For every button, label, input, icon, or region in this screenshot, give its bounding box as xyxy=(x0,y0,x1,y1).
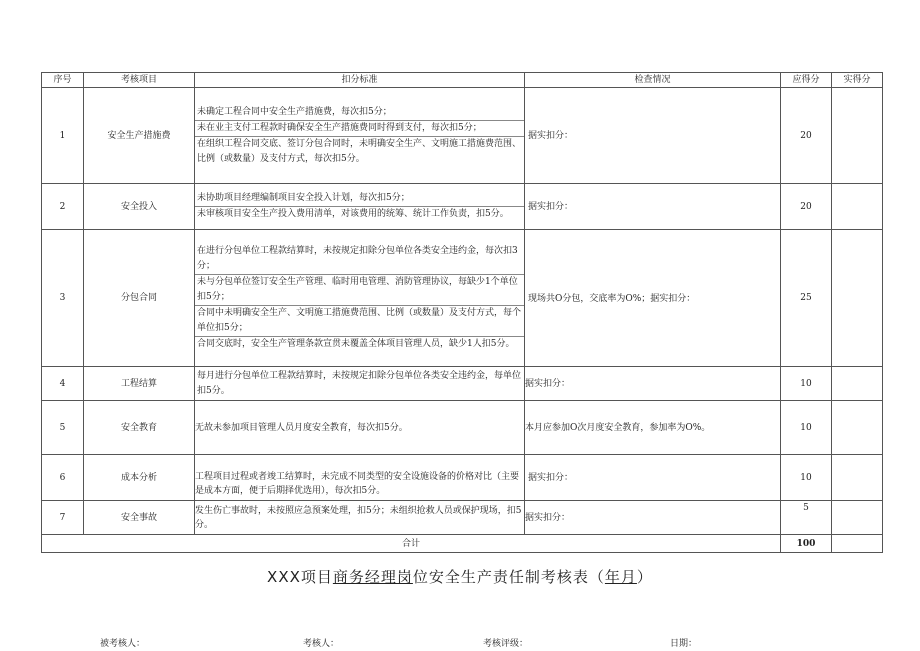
row-actual-score[interactable] xyxy=(832,184,883,230)
row-no: 7 xyxy=(42,501,84,535)
title-prefix: XXX项目 xyxy=(267,568,333,586)
signature-assessee: 被考核人： xyxy=(100,639,146,649)
check-text: 据实扣分： xyxy=(528,473,574,483)
row-no: 3 xyxy=(42,230,84,367)
row-check xyxy=(525,184,781,230)
assessment-table xyxy=(41,72,883,553)
row-item: 成本分析 xyxy=(84,455,195,501)
row-actual-score[interactable] xyxy=(832,88,883,184)
header-no: 序号 xyxy=(42,73,84,88)
row-due-score: 10 xyxy=(781,455,832,501)
row-due-score: 20 xyxy=(781,184,832,230)
criteria-line: 未审核项目安全生产投入费用清单，对该费用的统筹、统计工作负责，扣5分。 xyxy=(197,209,509,219)
row-no: 5 xyxy=(42,401,84,455)
row-item: 安全生产措施费 xyxy=(84,88,195,184)
table-row xyxy=(42,501,883,535)
row-criteria xyxy=(195,367,525,401)
criteria-line: 未确定工程合同中安全生产措施费，每次扣5分； xyxy=(195,105,524,121)
row-check xyxy=(525,88,781,184)
criteria-line: 每月进行分包单位工程款结算时，未按规定扣除分包单位各类安全违约金，每单位扣5分。 xyxy=(197,370,522,396)
table-row xyxy=(42,401,883,455)
table-row xyxy=(42,367,883,401)
row-actual-score[interactable] xyxy=(832,367,883,401)
row-criteria: 工程项目过程或者竣工结算时，未完成不同类型的安全设施设备的价格对比（主要是成本方面，便于后期择优选用），每次扣5分。 xyxy=(195,455,525,501)
check-text: 现场共O分包，交底率为O%；据实扣分： xyxy=(528,293,696,304)
row-criteria xyxy=(195,184,525,230)
total-label: 合计 xyxy=(42,535,781,553)
row-check: 据实扣分： xyxy=(525,367,781,401)
row-check xyxy=(525,230,781,367)
form-title xyxy=(0,566,920,587)
title-middle: 位安全生产责任制考核表（ xyxy=(412,568,605,586)
row-item: 安全投入 xyxy=(84,184,195,230)
row-no: 2 xyxy=(42,184,84,230)
header-item: 考核项目 xyxy=(84,73,195,88)
criteria-line: 在进行分包单位工程款结算时，未按规定扣除分包单位各类安全违约金，每次扣3分； xyxy=(195,244,524,275)
row-due-score: 5 xyxy=(781,501,832,535)
row-criteria xyxy=(195,230,525,367)
row-actual-score[interactable] xyxy=(832,501,883,535)
criteria-line: 未在业主支付工程款时确保安全生产措施费同时得到支付，每次扣5分； xyxy=(195,121,524,137)
table-row xyxy=(42,230,883,367)
criteria-line: 未协助项目经理编制项目安全投入计划，每次扣5分； xyxy=(195,191,524,207)
row-item: 安全事故 xyxy=(84,501,195,535)
row-criteria: 无故未参加项目管理人员月度安全教育，每次扣5分。 xyxy=(195,401,525,455)
criteria-line: 在组织工程合同交底、签订分包合同时，未明确安全生产、文明施工措施费范围、比例（或数量）及支付方式，每次扣5分。 xyxy=(197,138,522,164)
row-no: 1 xyxy=(42,88,84,184)
total-actual-score[interactable] xyxy=(832,535,883,553)
header-check: 检查情况 xyxy=(525,73,781,88)
row-no: 4 xyxy=(42,367,84,401)
row-check: 据实扣分： xyxy=(525,501,781,535)
row-criteria xyxy=(195,88,525,184)
criteria-line: 合同中未明确安全生产、文明施工措施费范围、比例（或数量）及支付方式，每个单位扣5分； xyxy=(195,306,524,337)
table-row xyxy=(42,88,883,184)
row-actual-score[interactable] xyxy=(832,230,883,367)
title-suffix: ） xyxy=(636,568,653,586)
header-actual-score: 实得分 xyxy=(832,73,883,88)
total-row xyxy=(42,535,883,553)
check-text: 据实扣分： xyxy=(528,202,574,212)
header-due-score: 应得分 xyxy=(781,73,832,88)
row-item: 分包合同 xyxy=(84,230,195,367)
signature-assessor: 考核人： xyxy=(303,639,340,649)
check-text: 据实扣分： xyxy=(528,131,574,141)
signature-grade: 考核评级： xyxy=(483,639,529,649)
criteria-line: 未与分包单位签订安全生产管理、临时用电管理、消防管理协议，每缺少1个单位扣5分； xyxy=(195,275,524,306)
row-actual-score[interactable] xyxy=(832,455,883,501)
signature-date: 日期： xyxy=(670,639,698,649)
row-no: 6 xyxy=(42,455,84,501)
table-row xyxy=(42,455,883,501)
row-check: 本月应参加O次月度安全教育，参加率为O%。 xyxy=(525,401,781,455)
row-due-score: 25 xyxy=(781,230,832,367)
row-due-score: 20 xyxy=(781,88,832,184)
row-due-score: 10 xyxy=(781,367,832,401)
total-due-score: 100 xyxy=(781,535,832,553)
table-row xyxy=(42,184,883,230)
table-header-row xyxy=(42,73,883,88)
row-criteria: 发生伤亡事故时，未按照应急预案处理，扣5分；未组织抢救人员或保护现场，扣5分。 xyxy=(195,501,525,535)
row-item: 工程结算 xyxy=(84,367,195,401)
row-due-score: 10 xyxy=(781,401,832,455)
row-item: 安全教育 xyxy=(84,401,195,455)
header-criteria: 扣分标准 xyxy=(195,73,525,88)
criteria-line: 合同交底时，安全生产管理条款宣贯未覆盖全体项目管理人员，缺少1人扣5分。 xyxy=(197,339,515,349)
title-period: 年月 xyxy=(604,568,637,586)
title-role: 商务经理岗 xyxy=(332,568,413,586)
row-actual-score[interactable] xyxy=(832,401,883,455)
row-check xyxy=(525,455,781,501)
